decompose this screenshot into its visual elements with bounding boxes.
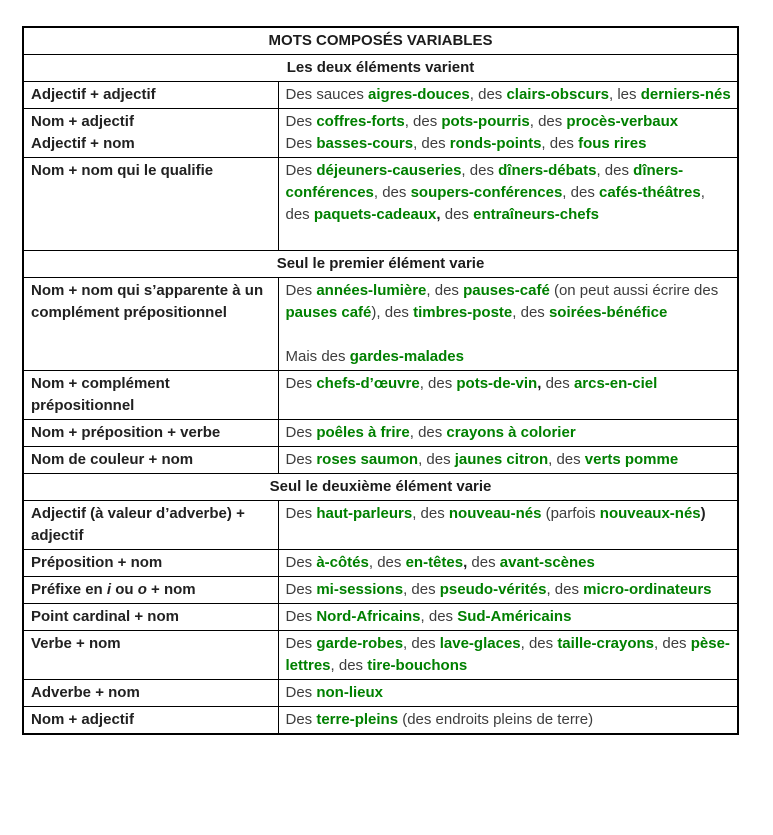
table-row — [23, 680, 738, 707]
table-title: MOTS COMPOSÉS VARIABLES — [23, 27, 738, 55]
compound-word: coffres-forts — [316, 113, 405, 130]
table-row — [23, 371, 738, 420]
compound-words-table — [22, 26, 739, 735]
text-line: Nom + adjectif — [31, 711, 134, 728]
text-line: Des haut-parleurs, des nouveau-nés (parfois nouveaux-nés) — [285, 505, 706, 522]
table-row — [23, 109, 738, 158]
compound-word: chefs-d’œuvre — [316, 375, 420, 392]
text-line: Préposition + nom — [31, 554, 163, 571]
compound-word: fous rires — [578, 135, 647, 152]
rule-cell — [23, 631, 278, 680]
compound-word: non-lieux — [316, 684, 384, 701]
rule-cell — [23, 550, 278, 577]
text-line: Des basses-cours, des ronds-points, des fous rires — [285, 135, 647, 152]
compound-word: mi-sessions — [316, 581, 404, 598]
compound-word: tire-bouchons — [367, 657, 468, 674]
text-line — [286, 324, 732, 346]
rule-cell — [23, 447, 278, 474]
compound-word: crayons à colorier — [446, 424, 576, 441]
section-header-row — [23, 251, 738, 278]
text-line: Verbe + nom — [31, 635, 121, 652]
text-line: Nom + préposition + verbe — [31, 424, 221, 441]
compound-word: derniers-nés — [640, 86, 731, 103]
examples-cell — [278, 577, 738, 604]
text-line: Des roses saumon, des jaunes citron, des verts pomme — [285, 451, 679, 468]
section-header: Seul le premier élément varie — [23, 251, 738, 278]
compound-word: arcs-en-ciel — [573, 375, 658, 392]
text-line: Nom + nom qui s’apparente à un complément prépositionnel — [31, 282, 264, 321]
table-row — [23, 550, 738, 577]
text-line: Préfixe en i ou o + nom — [31, 581, 196, 598]
table-row — [23, 501, 738, 550]
table-row — [23, 631, 738, 680]
compound-word: pauses café — [285, 304, 372, 321]
compound-word: déjeuners-causeries — [316, 162, 462, 179]
compound-word: nouveaux-nés — [599, 505, 701, 522]
compound-word: basses-cours — [316, 135, 414, 152]
examples-cell — [278, 278, 738, 371]
compound-word: années-lumière — [316, 282, 427, 299]
compound-word: soupers-conférences — [410, 184, 563, 201]
table-row — [23, 420, 738, 447]
compound-word: soirées-bénéfice — [548, 304, 668, 321]
text-line: Des à-côtés, des en-têtes, des avant-scènes — [285, 554, 595, 571]
text-line: Nom + complément prépositionnel — [31, 375, 170, 414]
table-row — [23, 447, 738, 474]
compound-word: Nord-Africains — [316, 608, 421, 625]
compound-word: entraîneurs-chefs — [473, 206, 599, 223]
rule-cell — [23, 109, 278, 158]
compound-word: timbres-poste — [413, 304, 513, 321]
examples-cell — [278, 371, 738, 420]
table-row — [23, 158, 738, 251]
text-line: Adjectif + adjectif — [31, 86, 156, 103]
compound-word: cafés-théâtres — [598, 184, 701, 201]
text-line — [286, 226, 732, 248]
rule-cell — [23, 680, 278, 707]
compound-word: dîners-débats — [498, 162, 597, 179]
compound-word: pots-pourris — [441, 113, 530, 130]
text-line: Des déjeuners-causeries, des dîners-débats, des dîners-conférences, des soupers-conférences, des cafés-théâtres, des paquets-cadeaux, des entraîneurs-chefs — [285, 162, 705, 223]
compound-word: nouveau-nés — [448, 505, 542, 522]
text-line: Des sauces aigres-douces, des clairs-obscurs, les derniers-nés — [285, 86, 731, 103]
compound-word: en-têtes — [405, 554, 464, 571]
text-line: Nom + nom qui le qualifie — [31, 162, 214, 179]
examples-cell — [278, 158, 738, 251]
examples-cell — [278, 420, 738, 447]
text-line: Des non-lieux — [285, 684, 384, 701]
text-line: Adverbe + nom — [31, 684, 140, 701]
compound-word: jaunes citron — [454, 451, 549, 468]
compound-word: ronds-points — [449, 135, 542, 152]
compound-word: gardes-malades — [349, 348, 464, 365]
text-line: Adjectif (à valeur d’adverbe) + adjectif — [31, 505, 245, 544]
table-row — [23, 278, 738, 371]
examples-cell — [278, 82, 738, 109]
rule-cell — [23, 158, 278, 251]
table-row — [23, 707, 738, 735]
compound-word: aigres-douces — [368, 86, 470, 103]
text-line: Nom + adjectif — [31, 113, 134, 130]
section-header: Les deux éléments varient — [23, 55, 738, 82]
compound-word: pseudo-vérités — [439, 581, 547, 598]
rule-cell — [23, 707, 278, 735]
compound-word: avant-scènes — [499, 554, 595, 571]
rule-cell — [23, 501, 278, 550]
compound-word: garde-robes — [316, 635, 404, 652]
rule-cell — [23, 82, 278, 109]
compound-word: poêles à frire — [316, 424, 410, 441]
compound-word: Sud-Américains — [457, 608, 572, 625]
examples-cell — [278, 109, 738, 158]
compound-word: pots-de-vin — [456, 375, 538, 392]
text-line: Des années-lumière, des pauses-café (on peut aussi écrire des pauses café), des timbres-poste, des soirées-bénéfice — [285, 282, 719, 321]
compound-word: à-côtés — [316, 554, 369, 571]
table-row — [23, 604, 738, 631]
examples-cell — [278, 707, 738, 735]
compound-word: terre-pleins — [316, 711, 399, 728]
text-line: Des Nord-Africains, des Sud-Américains — [285, 608, 572, 625]
compound-word: procès-verbaux — [566, 113, 679, 130]
text-line: Des mi-sessions, des pseudo-vérités, des micro-ordinateurs — [285, 581, 712, 598]
text-line: Adjectif + nom — [31, 135, 135, 152]
examples-cell — [278, 550, 738, 577]
text-line: Des garde-robes, des lave-glaces, des taille-crayons, des pèse-lettres, des tire-bouchons — [285, 635, 730, 674]
text-line: Des chefs-d’œuvre, des pots-de-vin, des arcs-en-ciel — [285, 375, 658, 392]
examples-cell — [278, 631, 738, 680]
examples-cell — [278, 680, 738, 707]
compound-word: verts pomme — [584, 451, 679, 468]
compound-word: taille-crayons — [557, 635, 655, 652]
compound-word: dîners-conférences — [285, 162, 684, 201]
text-line: Mais des gardes-malades — [285, 348, 464, 365]
compound-word: roses saumon — [316, 451, 419, 468]
text-line: Des poêles à frire, des crayons à colorier — [285, 424, 576, 441]
compound-word: paquets-cadeaux — [313, 206, 437, 223]
compound-word: micro-ordinateurs — [583, 581, 712, 598]
examples-cell — [278, 604, 738, 631]
table-row — [23, 82, 738, 109]
table-title-row — [23, 27, 738, 55]
text-line: Des terre-pleins (des endroits pleins de terre) — [285, 711, 594, 728]
text-line: Point cardinal + nom — [31, 608, 179, 625]
compound-word: lave-glaces — [439, 635, 521, 652]
section-header-row — [23, 55, 738, 82]
text-line: Des coffres-forts, des pots-pourris, des procès-verbaux — [285, 113, 679, 130]
compound-word: clairs-obscurs — [506, 86, 609, 103]
examples-cell — [278, 447, 738, 474]
rule-cell — [23, 420, 278, 447]
compound-word: haut-parleurs — [316, 505, 413, 522]
compound-word: pauses-café — [463, 282, 550, 299]
section-header: Seul le deuxième élément varie — [23, 474, 738, 501]
rule-cell — [23, 278, 278, 371]
rule-cell — [23, 604, 278, 631]
rule-cell — [23, 577, 278, 604]
rule-cell — [23, 371, 278, 420]
text-line: Nom de couleur + nom — [31, 451, 194, 468]
compound-word: pèse-lettres — [285, 635, 730, 674]
examples-cell — [278, 501, 738, 550]
section-header-row — [23, 474, 738, 501]
table-row — [23, 577, 738, 604]
